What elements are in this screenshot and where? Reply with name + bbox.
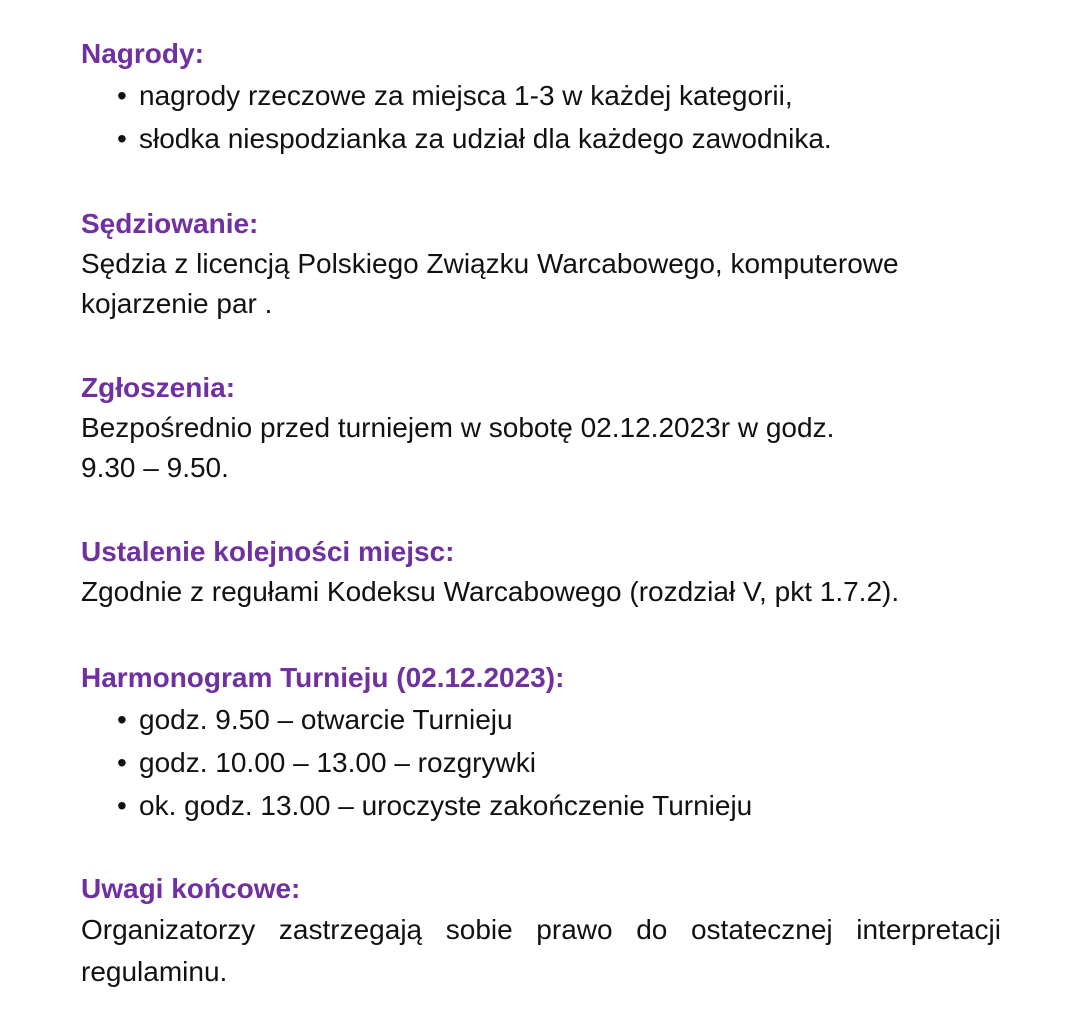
section-schedule — [81, 658, 1001, 827]
text-line: kojarzenie par . — [81, 288, 273, 319]
section-heading: Zgłoszenia: — [81, 372, 236, 403]
list-item: • ok. godz. 13.00 – uroczyste zakończenie Turnieju — [117, 784, 1001, 827]
schedule-list — [81, 698, 1001, 827]
section-heading: Harmonogram Turnieju (02.12.2023): — [81, 662, 565, 693]
section-registration — [81, 368, 1001, 488]
document-page — [81, 34, 1001, 993]
list-item: • godz. 10.00 – 13.00 – rozgrywki — [117, 741, 1001, 784]
text-line: 9.30 – 9.50. — [81, 452, 229, 483]
section-judging — [81, 204, 1001, 324]
section-heading: Nagrody: — [81, 38, 204, 69]
text-line: Sędzia z licencją Polskiego Związku Warcabowego, komputerowe — [81, 248, 899, 279]
list-item: • nagrody rzeczowe za miejsca 1-3 w każdej kategorii, — [117, 74, 1001, 117]
list-item: • słodka niespodzianka za udział dla każdego zawodnika. — [117, 117, 1001, 160]
section-heading: Sędziowanie: — [81, 208, 259, 239]
prizes-list — [81, 74, 1001, 160]
section-ranking — [81, 532, 1001, 612]
section-heading: Uwagi końcowe: — [81, 873, 301, 904]
text-line: Zgodnie z regułami Kodeksu Warcabowego (rozdział V, pkt 1.7.2). — [81, 576, 900, 607]
text-line: Bezpośrednio przed turniejem w sobotę 02.12.2023r w godz. — [81, 412, 835, 443]
section-heading: Ustalenie kolejności miejsc: — [81, 536, 455, 567]
section-prizes — [81, 34, 1001, 160]
section-final-notes — [81, 869, 1001, 993]
paragraph: Organizatorzy zastrzegają sobie prawo do ostatecznej interpretacji regulaminu. — [81, 914, 1001, 987]
list-item: • godz. 9.50 – otwarcie Turnieju — [117, 698, 1001, 741]
